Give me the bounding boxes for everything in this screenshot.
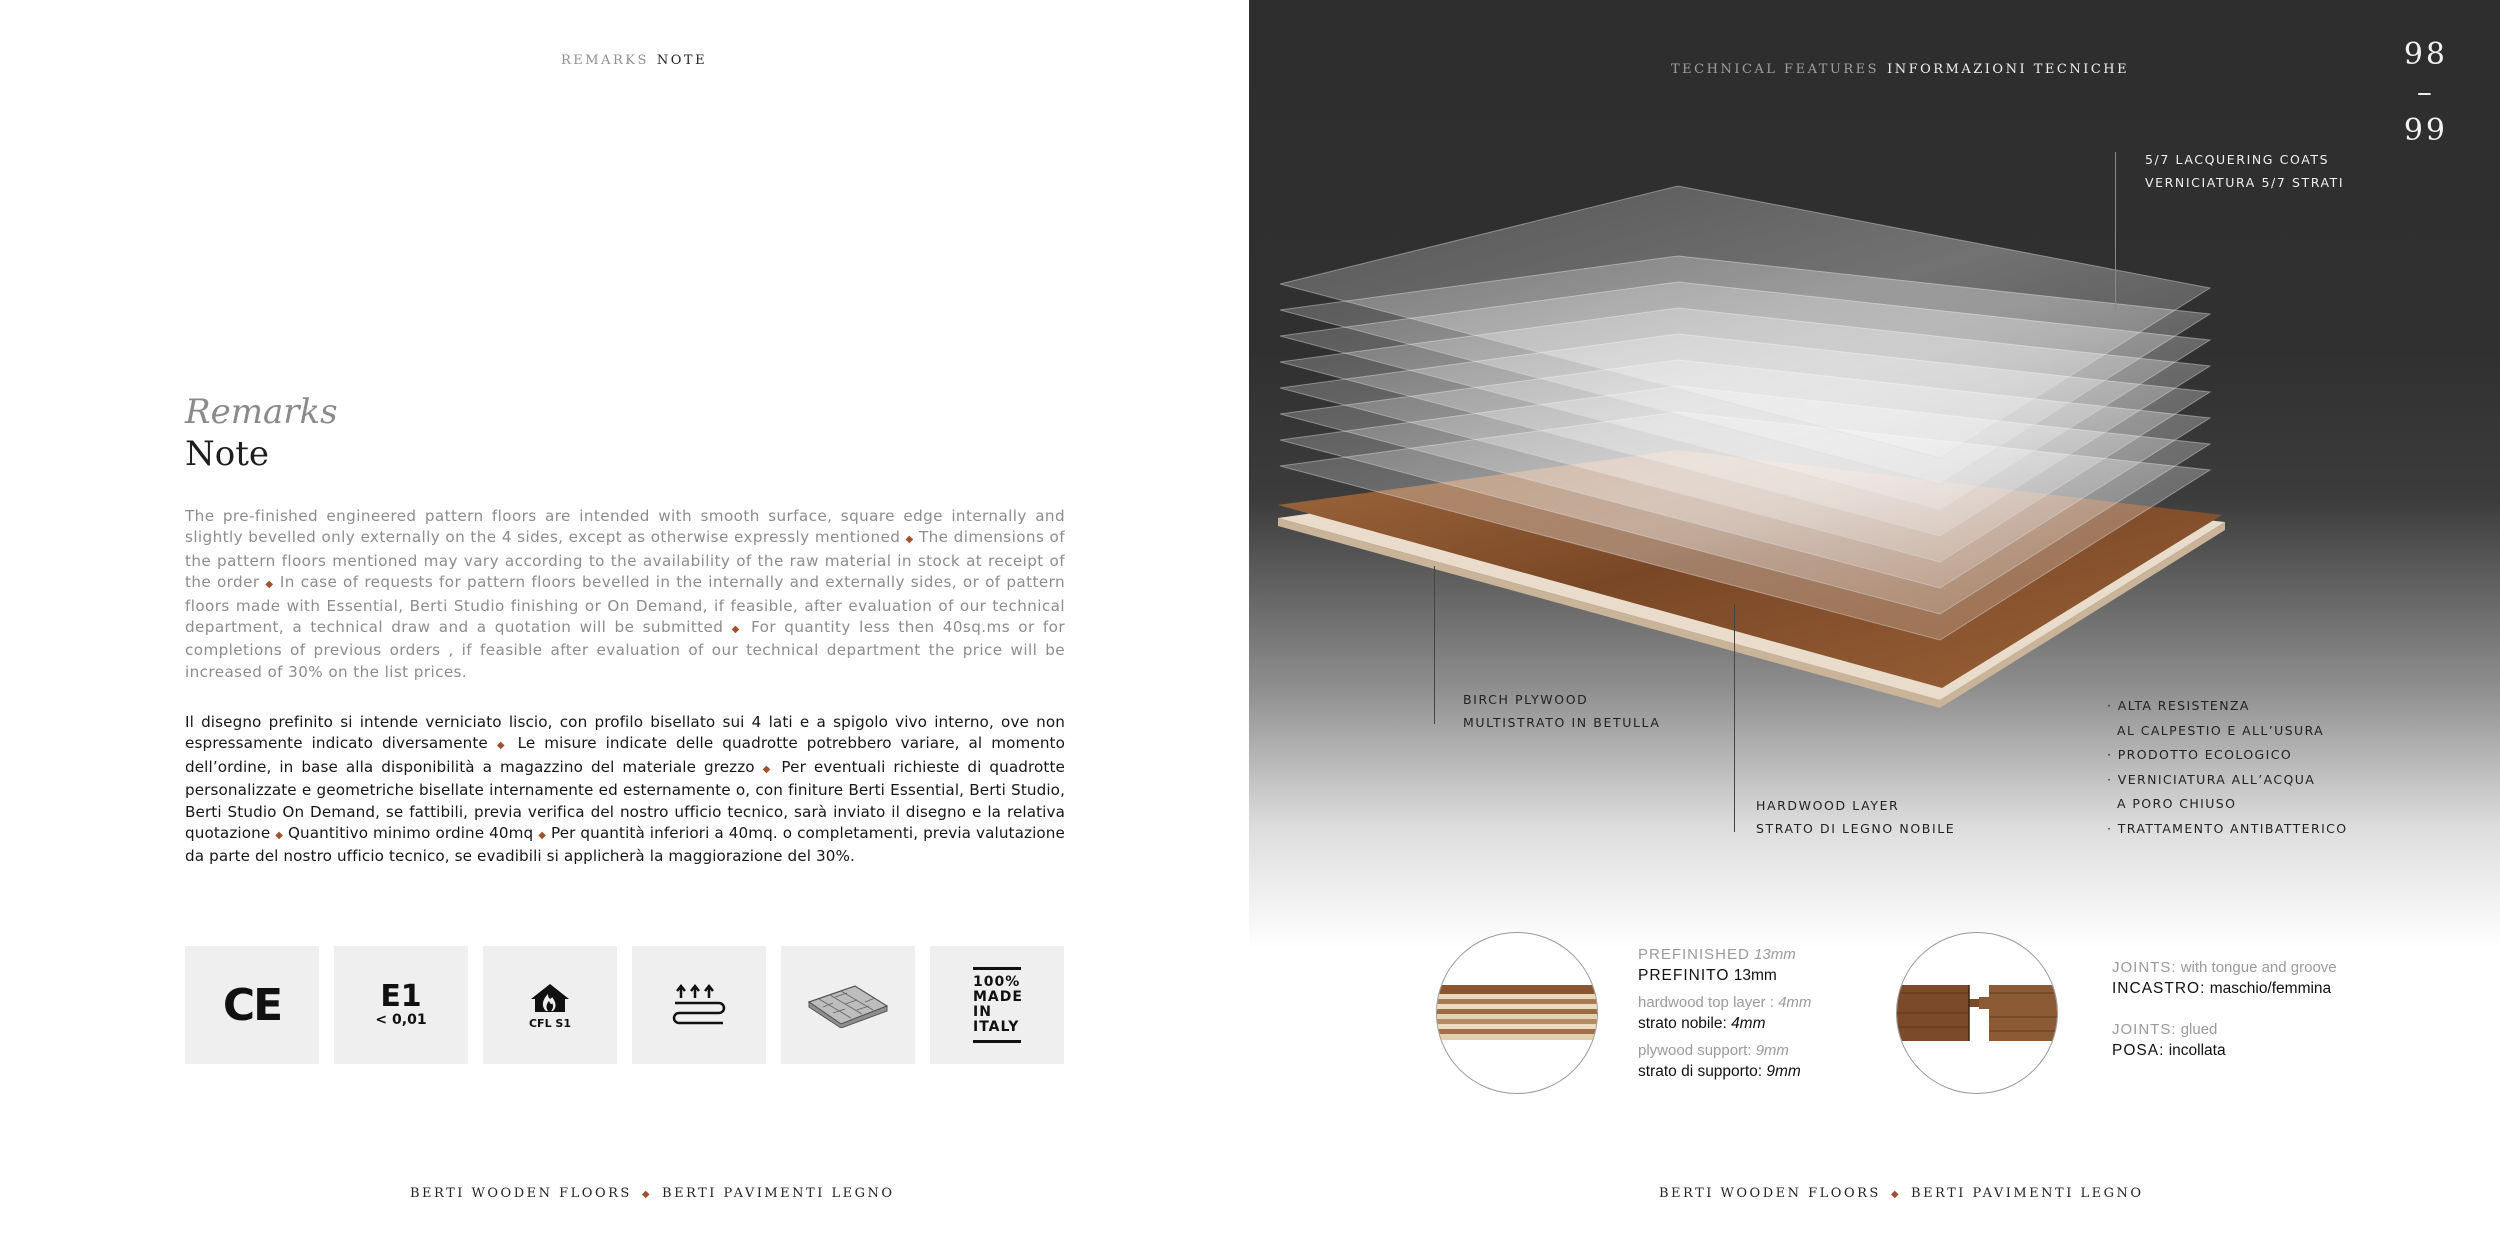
laying-label-it: POSA: <box>2112 1042 2165 1059</box>
feature-item: · VERNICIATURA ALL’ACQUA <box>2107 771 2316 787</box>
hardwood-label-en: HARDWOOD LAYER <box>1756 798 1900 813</box>
lacquer-label-it: VERNICIATURA 5/7 STRATI <box>2145 175 2345 190</box>
prefinished-spec <box>1638 945 1811 1083</box>
diamond-separator-icon: ◆ <box>762 763 774 775</box>
birch-callout-line <box>1434 566 1435 724</box>
ce-mark-tile <box>185 946 319 1064</box>
plank-cross-section-icon <box>1437 933 1597 1093</box>
underfloor-heating-tile <box>632 946 766 1064</box>
laying-label-en: JOINTS: <box>2112 1021 2177 1038</box>
feature-item: A PORO CHIUSO <box>2117 796 2237 811</box>
remark-en-1: The pre-finished engineered pattern floors are intended with smooth surface, square edge internally and slightly bevelled only externally on the 4 sides, except as otherwise expressly mentioned <box>185 507 1065 547</box>
e1-value: < 0,01 <box>375 1012 427 1028</box>
header-label-en: REMARKS <box>561 53 649 68</box>
diamond-separator-icon: ◆ <box>538 830 547 842</box>
feature-item: · TRATTAMENTO ANTIBATTERICO <box>2107 820 2348 836</box>
remark-it-1: Il disegno prefinito si intende verniciato liscio, con profilo bisellato sui 4 lati e a spigolo vivo interno, ove non espressamente indicato diversamente <box>185 713 1065 753</box>
parquet-floor-icon <box>805 982 891 1028</box>
support-label-en: plywood support: <box>1638 1042 1752 1059</box>
joints-section-circle <box>1896 932 2058 1094</box>
support-value-en: 9mm <box>1755 1042 1789 1059</box>
joints-value-en: with tongue and groove <box>2180 959 2337 976</box>
diamond-separator-icon: ◆ <box>905 534 914 546</box>
page-number-left: 98 <box>2403 37 2448 72</box>
header-label-en: TECHNICAL FEATURES <box>1671 62 1880 77</box>
top-layer-value-en: 4mm <box>1778 994 1812 1011</box>
product-features-list <box>2107 694 2348 841</box>
fire-class-label: CFL S1 <box>528 1016 571 1030</box>
section-title-it: Note <box>185 434 270 474</box>
hardwood-label-it: STRATO DI LEGNO NOBILE <box>1756 821 1956 836</box>
fire-house-icon <box>527 981 573 1013</box>
made-in-italy-line-2: MADE <box>973 989 1023 1005</box>
remarks-paragraph-en <box>185 506 1065 683</box>
diamond-separator-icon: ◆ <box>731 624 743 636</box>
top-layer-label-en: hardwood top layer : <box>1638 994 1774 1011</box>
tongue-groove-joint-icon <box>1897 933 2057 1093</box>
ce-mark-icon: CE <box>222 979 282 1031</box>
remark-it-4: Quantitivo minimo ordine 40mq <box>287 824 534 843</box>
diamond-separator-icon: ◆ <box>275 830 284 842</box>
lacquer-callout-line <box>2115 152 2116 310</box>
right-footer <box>1659 1186 2144 1201</box>
floor-layers-illustration <box>1249 0 2500 760</box>
section-title-en: Remarks <box>185 392 338 432</box>
lacquer-label-en: 5/7 LACQUERING COATS <box>2145 152 2330 167</box>
laying-value-en: glued <box>2180 1021 2218 1038</box>
hardwood-label <box>1756 794 1955 840</box>
remark-it-2: Le misure indicate delle quadrotte potrebbero variare, al momento dell’ordine, in base alla disponibilità a magazzino del materiale grezzo <box>185 734 1065 776</box>
hardwood-callout-line <box>1734 604 1735 832</box>
right-page <box>1249 0 2500 1250</box>
feature-item: · ALTA RESISTENZA <box>2107 698 2250 713</box>
left-running-header <box>561 53 707 68</box>
made-in-italy-line-3: IN <box>973 1004 992 1020</box>
page-number-right: 99 <box>2403 113 2448 148</box>
header-label-it: INFORMAZIONI TECNICHE <box>1887 62 2130 77</box>
page-number-dash: – <box>2416 75 2435 110</box>
birch-label-it: MULTISTRATO IN BETULLA <box>1463 715 1661 730</box>
joints-label-en: JOINTS: <box>2112 959 2177 976</box>
top-layer-value-it: 4mm <box>1731 1015 1766 1032</box>
footer-brand-en: BERTI WOODEN FLOORS <box>1659 1186 1881 1201</box>
remark-it-3: Per eventuali richieste di quadrotte personalizzate e geometriche bisellate internamente ed esternamente o, con finiture Berti Essential, Berti Studio, Berti Studio On Demand, se fattibili, previa verifica del nostro ufficio tecnico, sarà inviato il disegno e la relativa quotazione <box>185 757 1065 843</box>
made-in-italy-line-4: ITALY <box>973 1019 1020 1035</box>
footer-brand-it: BERTI PAVIMENTI LEGNO <box>662 1186 895 1201</box>
feature-item: · PRODOTTO ECOLOGICO <box>2107 747 2293 762</box>
joints-spec <box>2112 958 2337 1062</box>
remark-en-2: The dimensions of the pattern floors mentioned may vary according to the availability of the raw material in stock at receipt of the order <box>185 528 1065 592</box>
header-label-it: NOTE <box>656 53 708 68</box>
top-layer-label-it: strato nobile: <box>1638 1015 1727 1032</box>
remarks-paragraph-it <box>185 712 1065 868</box>
underfloor-heating-icon <box>671 984 727 1026</box>
lacquer-label <box>2145 148 2344 194</box>
laying-value-it: incollata <box>2168 1042 2226 1059</box>
prefinished-section-circle <box>1436 932 1598 1094</box>
support-label-it: strato di supporto: <box>1638 1063 1763 1080</box>
prefinished-label-en: PREFINISHED <box>1638 946 1750 963</box>
diamond-separator-icon: ◆ <box>265 579 275 591</box>
left-footer <box>410 1186 895 1201</box>
fire-class-tile <box>483 946 617 1064</box>
prefinished-value-en: 13mm <box>1754 946 1796 963</box>
prefinished-value-it: 13mm <box>1733 967 1777 984</box>
prefinished-label-it: PREFINITO <box>1638 967 1730 984</box>
joints-value-it: maschio/femmina <box>2209 980 2332 997</box>
remark-it-5: Per quantità inferiori a 40mq. o completamenti, previa valutazione da parte del nostro ufficio tecnico, se evadibili si applicherà la maggiorazione del 30%. <box>185 824 1065 866</box>
remark-en-3: In case of requests for pattern floors bevelled in the internally and externally sides, or of pattern floors made with Essential, Berti Studio finishing or On Demand, if feasible, after evaluation of our technical department, a technical draw and a quotation will be submitted <box>185 573 1065 637</box>
diamond-separator-icon: ◆ <box>496 740 509 752</box>
e1-emission-tile <box>334 946 468 1064</box>
parquet-pattern-tile <box>781 946 915 1064</box>
diamond-separator-icon: ◆ <box>641 1189 653 1200</box>
footer-brand-it: BERTI PAVIMENTI LEGNO <box>1911 1186 2144 1201</box>
joints-label-it: INCASTRO: <box>2112 980 2206 997</box>
birch-label-en: BIRCH PLYWOOD <box>1463 692 1589 707</box>
made-in-italy-tile <box>930 946 1064 1064</box>
left-page <box>0 0 1249 1250</box>
footer-brand-en: BERTI WOODEN FLOORS <box>410 1186 632 1201</box>
diamond-separator-icon: ◆ <box>1890 1189 1902 1200</box>
support-value-it: 9mm <box>1766 1063 1801 1080</box>
e1-label: E1 <box>380 979 422 1014</box>
made-in-italy-line-1: 100% <box>973 974 1021 990</box>
remark-en-4: For quantity less then 40sq.ms or for completions of previous orders , if feasible after evaluation of our technical department the price will be increased of 30% on the list prices. <box>185 618 1065 681</box>
feature-item: AL CALPESTIO E ALL’USURA <box>2117 722 2325 738</box>
birch-label <box>1463 688 1661 734</box>
